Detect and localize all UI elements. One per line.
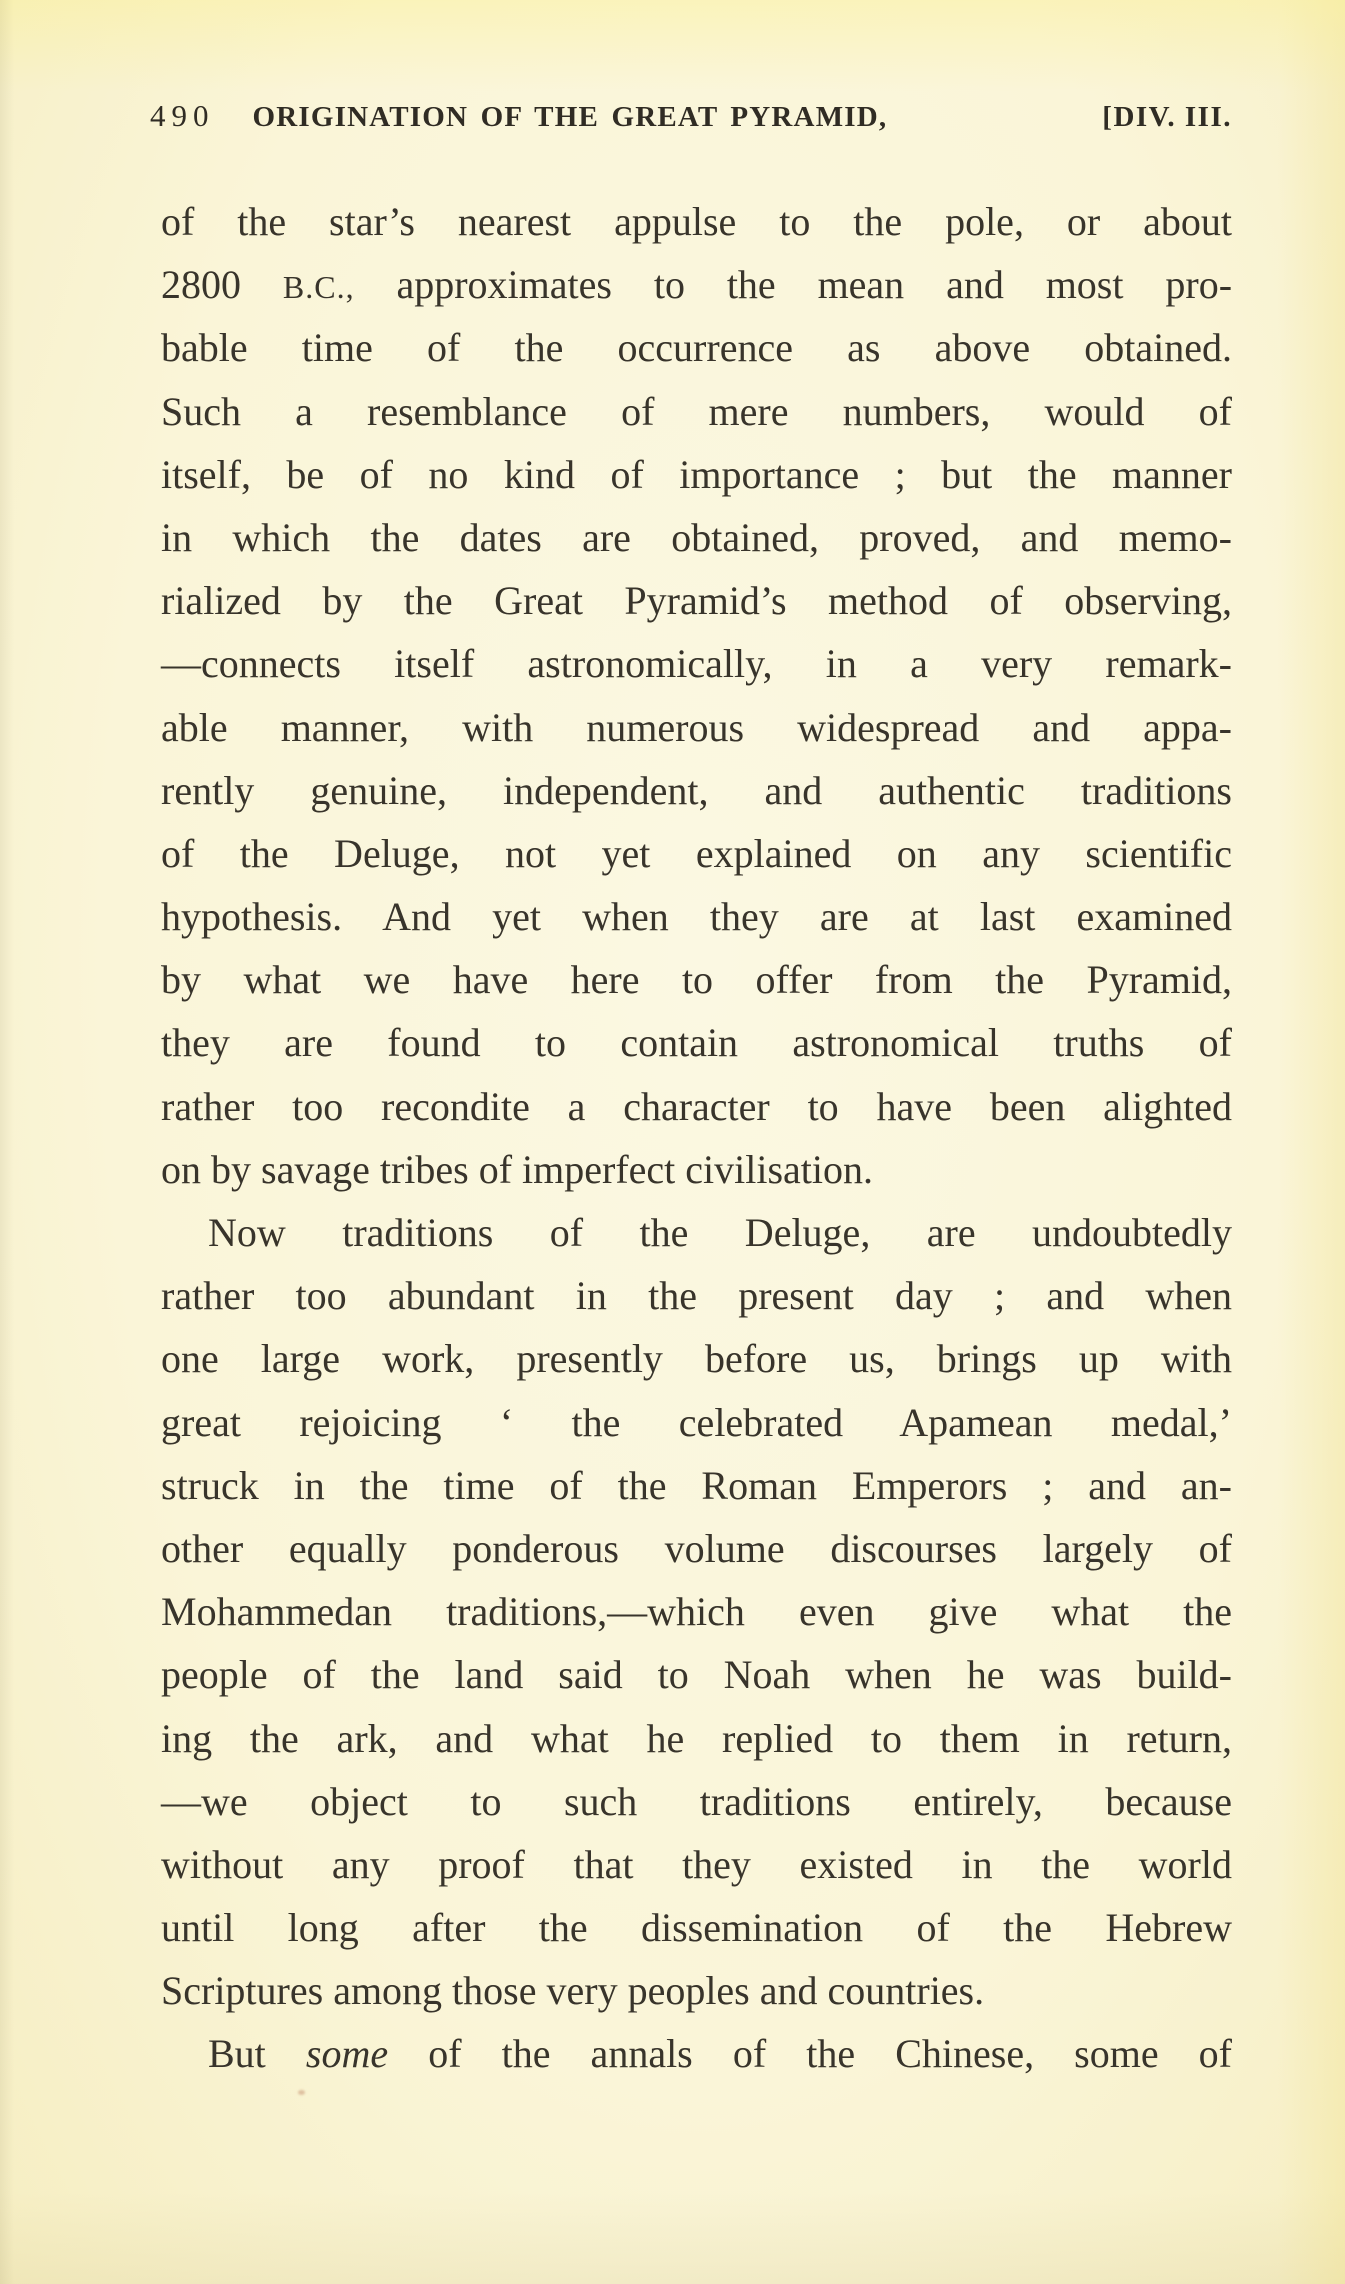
text-line: [161, 1391, 1232, 1454]
text-segment: itself, be of no kind of importance ; but the manner: [161, 451, 1232, 497]
text-line: [161, 696, 1232, 759]
page-header: [150, 98, 1232, 134]
text-line: [161, 1517, 1232, 1580]
text-line: [161, 380, 1232, 443]
text-segment: hypothesis. And yet when they are at last examined: [161, 894, 1232, 940]
text-segment: on by savage tribes of imperfect civilisation.: [161, 1146, 874, 1192]
text-segment: other equally ponderous volume discourses largely of: [161, 1525, 1232, 1571]
text-segment: rialized by the Great Pyramid’s method of observing,: [161, 578, 1232, 624]
text-line: [161, 316, 1232, 379]
text-segment: in which the dates are obtained, proved, and memo-: [161, 514, 1232, 560]
division-label: [DIV. III.: [1102, 101, 1232, 133]
text-segment: Now traditions of the Deluge, are undoubtedly: [208, 1210, 1232, 1255]
text-segment: Scriptures among those very peoples and countries.: [161, 1968, 985, 2014]
text-segment: great rejoicing ‘ the celebrated Apamean medal,’: [161, 1399, 1232, 1445]
text-line: [161, 885, 1232, 948]
text-segment: bable time of the occurrence as above obtained.: [161, 325, 1232, 371]
text-segment: But: [208, 2031, 306, 2077]
text-line: [161, 1454, 1232, 1517]
text-line: [161, 1138, 1232, 1201]
text-segment: of the star’s nearest appulse to the pole, or about: [161, 199, 1232, 244]
text-segment: Mohammedan traditions,—which even give what the: [161, 1589, 1232, 1635]
text-segment: people of the land said to Noah when he was build-: [161, 1652, 1232, 1698]
text-segment: 2800: [161, 262, 283, 308]
text-line: [161, 1580, 1232, 1643]
text-segment: until long after the dissemination of the Hebrew: [161, 1905, 1232, 1951]
text-segment: rently genuine, independent, and authentic traditions: [161, 767, 1232, 813]
paragraph: [161, 2022, 1232, 2085]
text-segment: —connects itself astronomically, in a very remark-: [161, 641, 1232, 687]
paragraph: [161, 1201, 1232, 2022]
text-line: [161, 190, 1232, 253]
text-line: [161, 1643, 1232, 1706]
text-line: [161, 1201, 1232, 1264]
text-line: [161, 506, 1232, 569]
text-segment: of the Deluge, not yet explained on any scientific: [161, 830, 1232, 876]
text-line: [161, 1011, 1232, 1074]
text-segment: ing the ark, and what he replied to them in return,: [161, 1715, 1232, 1761]
text-line: [161, 1264, 1232, 1327]
text-segment: they are found to contain astronomical truths of: [161, 1020, 1232, 1066]
text-line: [161, 2022, 1232, 2085]
text-line: [161, 1707, 1232, 1770]
paragraph: [161, 190, 1232, 1201]
text-segment: struck in the time of the Roman Emperors ; and an-: [161, 1462, 1232, 1508]
running-title: ORIGINATION OF THE GREAT PYRAMID,: [252, 101, 888, 133]
text-line: [161, 1959, 1232, 2022]
text-line: [161, 1327, 1232, 1390]
text-line: [161, 1896, 1232, 1959]
text-line: [161, 948, 1232, 1011]
paper-speck: [298, 2090, 305, 2095]
text-line: [161, 1075, 1232, 1138]
text-segment: rather too recondite a character to have been alighted: [161, 1083, 1232, 1129]
text-segment: approximates to the mean and most pro-: [354, 262, 1233, 308]
text-line: [161, 253, 1232, 316]
text-segment: one large work, presently before us, brings up with: [161, 1336, 1232, 1382]
text-line: [161, 822, 1232, 885]
page-number: 490: [150, 98, 215, 133]
text-line: [161, 443, 1232, 506]
text-segment: rather too abundant in the present day ; and when: [161, 1273, 1232, 1319]
text-line: [161, 1833, 1232, 1896]
text-segment: of the annals of the Chinese, some of: [388, 2031, 1233, 2077]
text-line: [161, 759, 1232, 822]
text-block: [161, 190, 1232, 2086]
text-segment: without any proof that they existed in the world: [161, 1841, 1232, 1887]
text-segment: by what we have here to offer from the Pyramid,: [161, 957, 1232, 1003]
text-segment: —we object to such traditions entirely, because: [161, 1778, 1232, 1824]
text-line: [161, 1770, 1232, 1833]
smallcaps-text: B.C.,: [282, 269, 355, 306]
italic-text: some: [305, 2031, 389, 2077]
text-line: [161, 632, 1232, 695]
text-line: [161, 569, 1232, 632]
text-segment: able manner, with numerous widespread and appa-: [161, 704, 1232, 750]
text-segment: Such a resemblance of mere numbers, would of: [161, 388, 1232, 434]
